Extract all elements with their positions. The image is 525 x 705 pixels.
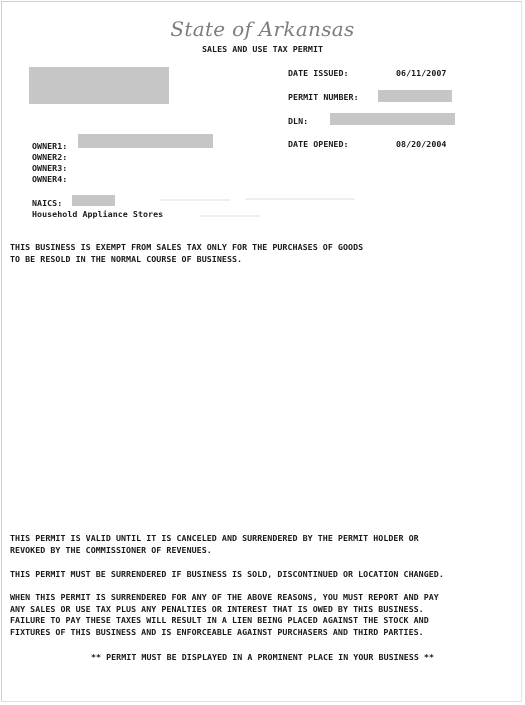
- date-issued-label: DATE ISSUED:: [288, 68, 349, 78]
- redacted-business-name: [29, 67, 169, 104]
- display-notice: ** PERMIT MUST BE DISPLAYED IN A PROMINENT PLACE IN YOUR BUSINESS **: [90, 652, 435, 662]
- dln-label: DLN:: [288, 116, 309, 126]
- lien-line-1: WHEN THIS PERMIT IS SURRENDERED FOR ANY OF THE ABOVE REASONS, YOU MUST REPORT AND PAY: [10, 592, 439, 602]
- permit-number-label: PERMIT NUMBER:: [288, 92, 359, 102]
- permit-type: SALES AND USE TAX PERMIT: [201, 44, 324, 54]
- redacted-owner1: [78, 134, 213, 148]
- date-opened-value: 08/20/2004: [396, 139, 447, 149]
- lien-line-2: ANY SALES OR USE TAX PLUS ANY PENALTIES OR INTEREST THAT IS OWED BY THIS BUSINESS.: [10, 603, 424, 614]
- lien-statement: [10, 592, 510, 638]
- owner3-label: OWNER3:: [32, 163, 68, 173]
- exemption-line-1: THIS BUSINESS IS EXEMPT FROM SALES TAX ONLY FOR THE PURCHASES OF GOODS: [10, 242, 364, 252]
- redacted-dln: [330, 113, 455, 125]
- exemption-statement: [10, 242, 510, 265]
- date-issued-value: 06/11/2007: [396, 68, 447, 78]
- surrender-statement: THIS PERMIT MUST BE SURRENDERED IF BUSINESS IS SOLD, DISCONTINUED OR LOCATION CHANGED.: [10, 569, 444, 579]
- naics-label: NAICS:: [32, 198, 63, 208]
- lien-line-4: FIXTURES OF THIS BUSINESS AND IS ENFORCEABLE AGAINST PURCHASERS AND THIRD PARTIES.: [10, 626, 424, 637]
- scan-artifact: [200, 215, 260, 217]
- validity-line-1: THIS PERMIT IS VALID UNTIL IT IS CANCELED AND SURRENDERED BY THE PERMIT HOLDER OR: [10, 533, 419, 543]
- redacted-naics-code: [72, 195, 115, 206]
- validity-statement: [10, 533, 510, 556]
- scan-artifact: [160, 199, 230, 201]
- owner2-label: OWNER2:: [32, 152, 68, 162]
- scan-artifact: [245, 198, 355, 200]
- exemption-line-2: TO BE RESOLD IN THE NORMAL COURSE OF BUSINESS.: [10, 253, 243, 264]
- state-title: State of Arkansas: [170, 17, 355, 41]
- lien-line-3: FAILURE TO PAY THESE TAXES WILL RESULT IN A LIEN BEING PLACED AGAINST THE STOCK AND: [10, 615, 429, 626]
- redacted-permit-number: [378, 90, 452, 102]
- validity-line-2: REVOKED BY THE COMMISSIONER OF REVENUES.: [10, 544, 212, 555]
- owner1-label: OWNER1:: [32, 141, 68, 151]
- date-opened-label: DATE OPENED:: [288, 139, 349, 149]
- naics-description: Household Appliance Stores: [32, 209, 164, 219]
- owner4-label: OWNER4:: [32, 174, 68, 184]
